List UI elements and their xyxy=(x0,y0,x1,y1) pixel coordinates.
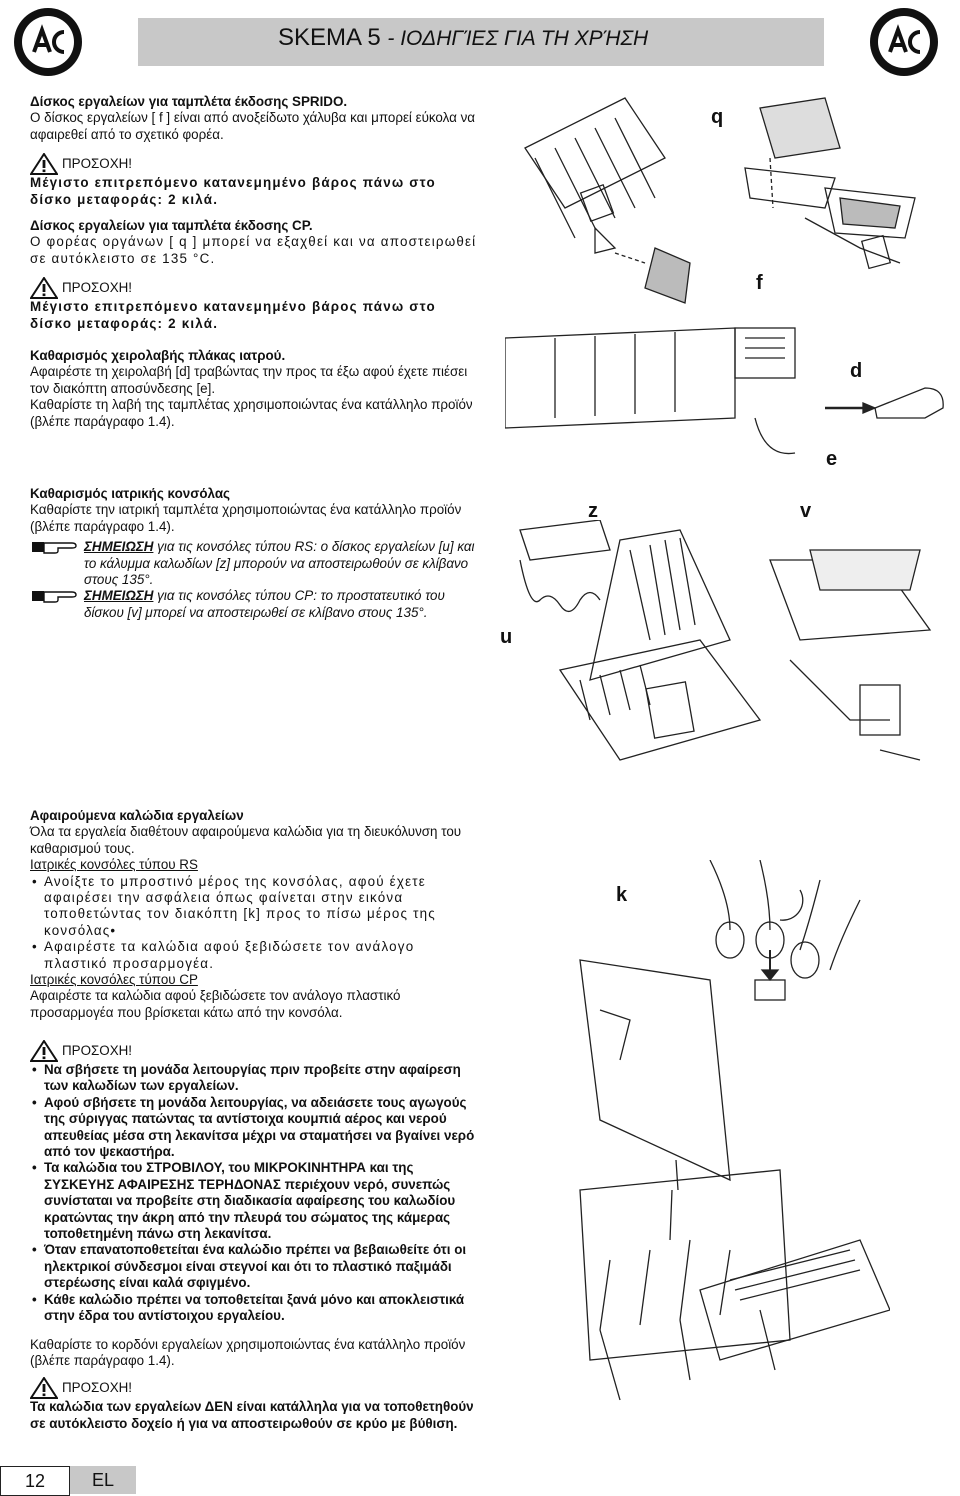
subsection-title: Ιατρικές κονσόλες τύπου CP xyxy=(30,972,198,988)
section-text: Καθαρίστε τη λαβή της ταμπλέτας χρησιμοποιώντας ένα κατάλληλο προϊόν (βλέπε παράγραφο 1.4). xyxy=(30,397,473,429)
subtitle-text: - ΙΟΔΗΓΊΕΣ ΓΙΑ ΤΗ ΧΡΉΣΗ xyxy=(387,27,649,50)
company-logo-right xyxy=(868,6,940,78)
figure-cables-connectors xyxy=(560,860,890,1420)
warning-header xyxy=(30,1040,482,1062)
warning-title: ΠΡΟΣΟΧΗ! xyxy=(62,1042,133,1058)
language-badge: EL xyxy=(70,1466,136,1494)
title-text: SKEMA 5 xyxy=(278,24,381,51)
section-warning-cables xyxy=(30,1040,482,1432)
warning-bullet-list xyxy=(30,1062,482,1325)
label-f: f xyxy=(756,272,763,294)
warning-header xyxy=(30,1377,482,1399)
warning-icon xyxy=(30,1040,58,1062)
page-title xyxy=(278,24,648,52)
label-k: k xyxy=(616,884,628,906)
warning-icon xyxy=(30,153,58,175)
label-d: d xyxy=(850,360,863,382)
section-console-cleaning xyxy=(30,486,482,621)
section-tray-sprido xyxy=(30,94,482,430)
note-label: ΣΗΜΕΙΩΣΗ xyxy=(84,588,154,604)
page-number: 12 xyxy=(0,1466,70,1496)
warning-icon xyxy=(30,1377,58,1399)
section-heading: Καθαρισμός χειρολαβής πλάκας ιατρού. xyxy=(30,348,286,364)
section-text: Ο φορέας οργάνων [ q ] μπορεί να εξαχθεί και να αποστειρωθεί σε αυτόκλειστο σε 135 °C. xyxy=(30,234,477,266)
warning-header xyxy=(30,153,482,175)
section-text: Αφαιρέστε τα καλώδια αφού ξεβιδώσετε τον ανάλογο πλαστικό προσαρμογέα που βρίσκεται κάτω από την κονσόλα. xyxy=(30,988,401,1020)
section-text: Καθαρίστε το κορδόνι εργαλείων χρησιμοποιώντας ένα κατάλληλο προϊόν (βλέπε παράγραφο 1.4). xyxy=(30,1336,466,1368)
warning-text: Μέγιστο επιτρεπόμενο κατανεμημένο βάρος πάνω στο δίσκο μεταφοράς: 2 κιλά. xyxy=(30,175,436,207)
bullet-item: • Κάθε καλώδιο πρέπει να τοποθετείται ξανά μόνο και αποκλειστικά στην έδρα του αντίστοιχου εργαλείου. xyxy=(30,1292,482,1325)
bullet-item: • Όταν επανατοποθετείται ένα καλώδιο πρέπει να βεβαιωθείτε ότι οι ηλεκτρικοί σύνδεσμοι είναι στεγνοί και ότι το πλαστικό παξιμάδι στερέωσης είναι καλά σφιγμένο. xyxy=(30,1242,482,1291)
note-rs xyxy=(30,539,482,588)
header-bar xyxy=(138,18,824,66)
section-text: Ο δίσκος εργαλείων [ f ] είναι από ανοξείδωτο χάλυβα και μπορεί εύκολα να αφαιρεθεί από το σχετικό φορέα. xyxy=(30,110,476,142)
section-text: Αφαιρέστε τη χειρολαβή [d] τραβώντας την προς τα έξω αφού έχετε πιέσει τον διακόπτη αποσύνδεσης [e]. xyxy=(30,364,468,396)
note-text: για τις κονσόλες τύπου CP: το προστατευτικό του δίσκου [v] μπορεί να αποστειρωθεί σε κλίβανο στους 135°. xyxy=(84,588,445,620)
label-z: z xyxy=(588,500,598,522)
label-q: q xyxy=(711,106,724,128)
warning-text: Μέγιστο επιτρεπόμενο κατανεμημένο βάρος πάνω στο δίσκο μεταφοράς: 2 κιλά. xyxy=(30,299,436,331)
label-e: e xyxy=(826,448,838,470)
section-text: Καθαρίστε την ιατρική ταμπλέτα χρησιμοποιώντας ένα κατάλληλο προϊόν (βλέπε παράγραφο 1.4). xyxy=(30,502,462,534)
warning-icon xyxy=(30,277,58,299)
note-text: για τις κονσόλες τύπου RS: ο δίσκος εργαλείων [u] και το κάλυμμα καλωδίων [z] μπορούν να αποστειρωθούν σε κλίβανο στους 135°. xyxy=(84,539,475,588)
rs-bullet-list xyxy=(30,874,482,972)
note-cp xyxy=(30,588,482,621)
figure-tray-handle xyxy=(505,88,945,468)
warning-title: ΠΡΟΣΟΧΗ! xyxy=(62,280,133,296)
section-heading: Δίσκος εργαλείων για ταμπλέτα έκδοσης CP. xyxy=(30,218,313,234)
section-removable-cables xyxy=(30,808,482,1021)
subsection-title: Ιατρικές κονσόλες τύπου RS xyxy=(30,857,198,873)
company-logo-left xyxy=(12,6,84,78)
bullet-item: • Ανοίξτε το μπροστινό μέρος της κονσόλας, αφού έχετε αφαιρέσει την ασφάλεια όπως φαίνεται στην εικόνα τοποθετώντας τον διακόπτη [k] προς το πίσω μέρος της κονσόλας• xyxy=(30,874,482,940)
note-label: ΣΗΜΕΙΩΣΗ xyxy=(84,539,154,555)
warning-text: Τα καλώδια των εργαλείων ΔΕΝ είναι κατάλληλα για να τοποθετηθούν σε αυτόκλειστο δοχείο ή για να αποστειρωθούν σε κρύο με βύθιση. xyxy=(30,1399,474,1431)
warning-header xyxy=(30,277,482,299)
section-heading: Αφαιρούμενα καλώδια εργαλείων xyxy=(30,808,244,823)
section-heading: Δίσκος εργαλείων για ταμπλέτα έκδοσης SPRIDO. xyxy=(30,94,348,109)
warning-title: ΠΡΟΣΟΧΗ! xyxy=(62,1380,133,1396)
label-u: u xyxy=(500,626,513,648)
pointing-hand-icon xyxy=(30,588,78,604)
label-v: v xyxy=(800,500,812,522)
pointing-hand-icon xyxy=(30,539,78,555)
bullet-item: • Τα καλώδια του ΣΤΡΟΒΙΛΟΥ, του ΜΙΚΡΟΚΙΝΗΤΗΡΑ και της ΣΥΣΚΕΥΗΣ ΑΦΑΙΡΕΣΗΣ ΤΕΡΗΔΟΝΑΣ περιέχουν νερό, συνεπώς συνίσταται να προβείτε στη διαδικασία αφαίρεσης του καλωδίου κρατώντας την άκρη από την πλευρά του σώματος της κάμερας τοποθετημένη πάνω στη λεκανίτσα. xyxy=(30,1160,482,1242)
warning-title: ΠΡΟΣΟΧΗ! xyxy=(62,156,133,172)
section-text: Όλα τα εργαλεία διαθέτουν αφαιρούμενα καλώδια για τη διευκόλυνση του καθαρισμού τους. xyxy=(30,824,462,856)
bullet-item: • Αφού σβήσετε τη μονάδα λειτουργίας, να αδειάσετε τους αγωγούς της σύριγγας πατώντας τα αντίστοιχα κουμπιά αέρος και νερού απευθείας μέσα στη λεκανίτσα μέχρι να σταματήσει να βγαίνει νερό από τον ψεκαστήρα. xyxy=(30,1095,482,1161)
section-heading: Καθαρισμός ιατρικής κονσόλας xyxy=(30,486,231,501)
bullet-item: • Αφαιρέστε τα καλώδια αφού ξεβιδώσετε τον ανάλογο πλαστικό προσαρμογέα. xyxy=(30,939,482,972)
figure-console-rs-cp xyxy=(500,520,940,780)
bullet-item: • Να σβήσετε τη μονάδα λειτουργίας πριν προβείτε στην αφαίρεση των καλωδίων των εργαλείων. xyxy=(30,1062,482,1095)
